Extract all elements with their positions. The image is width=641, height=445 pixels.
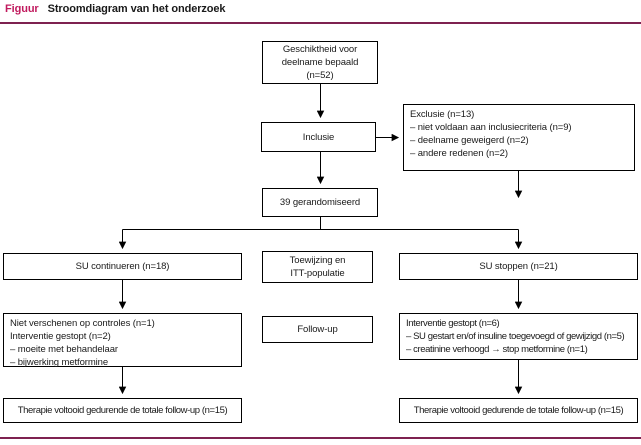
box-right-completed [399,398,638,423]
box-su-continueren-label: SU continueren (n=18) [75,261,170,272]
box-left-completed [3,398,242,423]
box-randomized [262,188,378,217]
box-randomized-label: 39 gerandomiseerd [279,197,361,208]
box-eligibility-line: deelname bepaald [281,57,359,68]
box-eligibility-line: (n=52) [306,70,334,81]
box-right-dropout-line: Interventie gestopt (n=6) [406,318,500,329]
box-exclusie-line: – andere redenen (n=2) [410,148,508,159]
box-inclusie [261,122,376,152]
box-exclusie-line: Exclusie (n=13) [410,109,475,120]
box-exclusie-line: – deelname geweigerd (n=2) [410,135,529,146]
box-eligibility-line: Geschiktheid voor [282,44,358,55]
box-toewijzing-line: ITT-populatie [290,268,345,279]
box-exclusie [403,104,635,171]
box-eligibility [262,41,378,84]
box-followup-label: Follow-up [297,324,338,335]
box-su-continueren [3,253,242,280]
box-left-dropout-line: Niet verschenen op controles (n=1) [10,318,155,329]
box-exclusie-line: – niet voldaan aan inclusiecriteria (n=9) [410,122,572,133]
box-inclusie-label: Inclusie [302,131,335,143]
box-su-stoppen-label: SU stoppen (n=21) [479,261,558,272]
box-left-dropout-line: – moeite met behandelaar [10,344,118,355]
box-left-completed-label: Therapie voltooid gedurende de totale follow-up (n=15) [17,405,228,416]
bottom-rule [0,437,641,439]
box-right-dropout-line: – creatinine verhoogd → stop metformine (n=1) [406,344,588,355]
box-toewijzing-itt [262,251,373,283]
box-su-stoppen [399,253,638,280]
box-toewijzing-line: Toewijzing en [289,255,346,266]
box-left-dropout [3,313,242,367]
figure-title: Stroomdiagram van het onderzoek [47,3,226,15]
box-left-dropout-line: Interventie gestopt (n=2) [10,331,111,342]
box-left-dropout-line: – bijwerking metformine [10,357,109,368]
box-right-completed-label: Therapie voltooid gedurende de totale follow-up (n=15) [413,405,624,416]
box-right-dropout-line: – SU gestart en/of insuline toegevoegd of gewijzigd (n=5) [406,331,625,342]
figure-label: Figuur [5,3,39,15]
box-right-dropout [399,313,638,360]
box-followup [262,316,373,343]
